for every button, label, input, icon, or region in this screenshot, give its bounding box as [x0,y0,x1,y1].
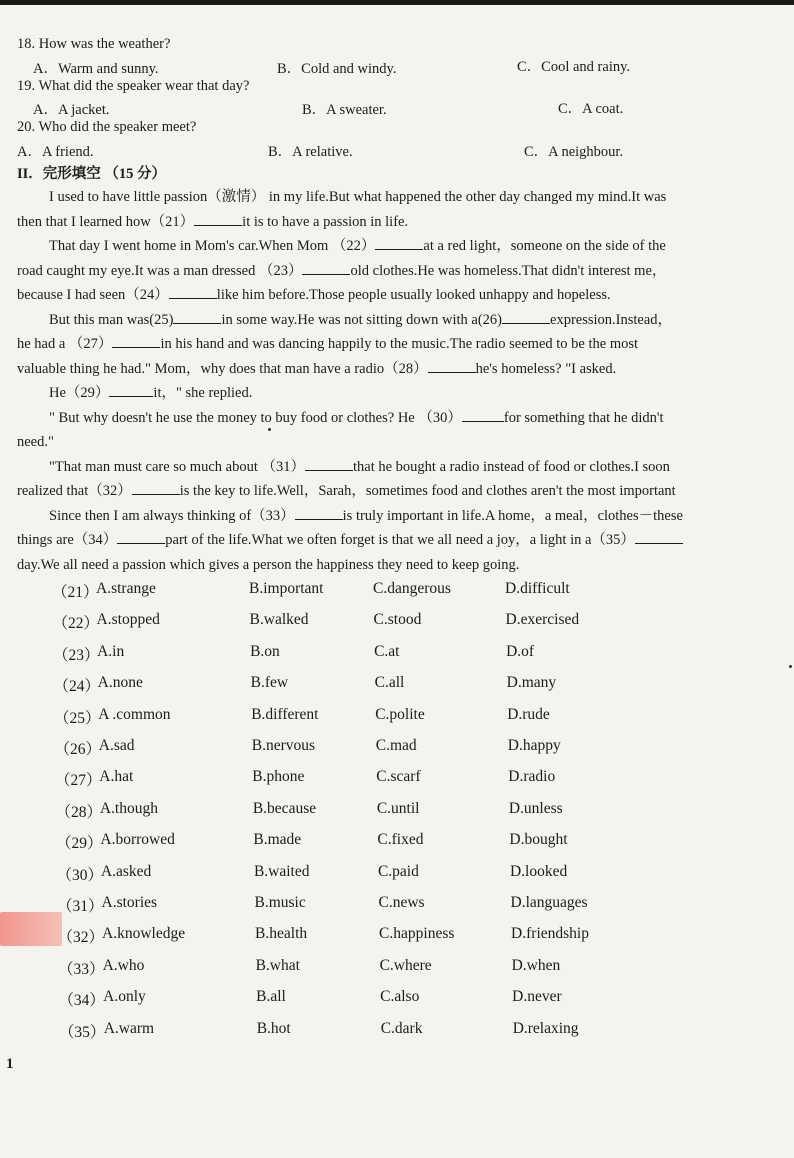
option-choice-a[interactable]: A.sad [98,737,135,754]
option-choice-c[interactable]: C.mad [375,737,417,754]
option-choice-b[interactable]: B.important [249,580,324,597]
option-choice-c[interactable]: C.where [379,956,432,974]
passage-text: that he bought a radio instead of food or clothes.I soon [353,458,670,475]
passage-text: valuable thing he had." Mom，why does that man have a radio（28） [17,360,428,377]
option-choice-c[interactable]: C.happiness [379,925,455,943]
option-20a: A．A friend. [17,144,94,160]
passage-text: in his hand and was dancing happily to the music.The radio seemed to be the most [160,336,639,352]
option-choice-a[interactable]: A.only [103,988,146,1006]
option-choice-b[interactable]: B.health [255,925,308,943]
option-choice-c[interactable]: C.scarf [376,768,421,786]
passage-text: then that I learned how（21） [17,213,195,230]
scan-speck [789,665,792,668]
question-18: 18. How was the weather? [17,36,171,52]
passage-text: is truly important in life.A home，a meal，clothes－these [342,507,683,524]
option-20b: B．A relative. [268,144,353,160]
option-19b: B．A sweater. [302,102,387,118]
cloze-passage [17,185,789,577]
option-choice-d[interactable]: D.of [506,642,535,660]
option-19c: C．A coat. [558,101,624,117]
page-number: 1 [6,1056,14,1072]
option-choice-b[interactable]: B.walked [249,611,309,629]
option-choice-c[interactable]: C.paid [377,862,419,880]
option-choice-b[interactable]: B.because [252,799,317,817]
option-number: （24） [53,678,100,696]
option-number: （27） [54,772,102,790]
option-choice-d[interactable]: D.looked [509,862,568,880]
blank-30[interactable] [462,408,504,422]
option-choice-a[interactable]: A.strange [96,580,156,597]
blank-33[interactable] [295,506,343,520]
passage-text: because I had seen（24） [17,287,169,303]
option-choice-d[interactable]: D.many [506,674,557,692]
passage-text: old clothes.He was homeless.That didn't interest me， [350,262,667,279]
option-number: （33） [57,960,105,978]
option-choice-d[interactable]: D.when [511,956,561,974]
passage-line [17,234,789,259]
option-number: （26） [54,741,101,758]
option-choice-d[interactable]: D.rude [507,705,550,723]
passage-text: expression.Instead， [550,311,673,328]
passage-text: in some way.He was not sitting down with a(26) [221,311,503,328]
blank-21[interactable] [194,212,242,226]
passage-text: he had a （27） [17,336,113,352]
option-number: （25） [53,709,101,727]
passage-line [17,259,789,284]
blank-27[interactable] [112,334,160,348]
passage-text: I used to have little passion（激情） in my life.But what happened the other day changed my mind.It was [49,189,667,205]
passage-line [17,332,789,357]
option-choice-c[interactable]: C.until [376,799,420,817]
blank-25[interactable] [173,310,221,324]
option-choice-b[interactable]: B.all [256,988,286,1006]
option-19a: A．A jacket. [33,102,110,118]
passage-text: like him before.Those people usually looked unhappy and hopeless. [216,287,611,303]
option-choice-a[interactable]: A.warm [103,1019,155,1037]
passage-text: he's homeless? "I asked. [475,360,617,377]
passage-line [17,308,789,333]
passage-line [17,185,789,210]
option-choice-d[interactable]: D.relaxing [512,1019,579,1037]
option-18c: C．Cool and rainy. [517,59,631,75]
option-choice-d[interactable]: D.difficult [505,580,570,597]
passage-text: part of the life.What we often forget is that we all need a joy，a light in a（35） [165,532,635,548]
option-number: （32） [57,929,104,947]
passage-text: But this man was(25) [49,311,174,328]
passage-text: for something that he didn't [503,409,664,426]
scan-speck [268,428,271,431]
passage-line [17,430,789,455]
question-19: 19. What did the speaker wear that day? [17,78,250,94]
option-choice-c[interactable]: C.dark [380,1019,423,1037]
blank-34[interactable] [117,530,165,544]
passage-line [17,357,789,382]
passage-line [17,381,789,406]
option-choice-b[interactable]: B.hot [256,1019,291,1037]
passage-text: " But why doesn't he use the money to buy food or clothes? He （30） [49,409,462,426]
passage-text: He（29） [49,385,110,401]
option-choice-b[interactable]: B.different [251,705,319,723]
passage-text: realized that（32） [17,483,132,499]
option-20c: C．A neighbour. [524,144,624,160]
passage-line [17,528,789,553]
blank-35[interactable] [635,530,683,544]
option-choice-a[interactable]: A.who [102,956,145,974]
option-choice-a[interactable]: A.stopped [96,611,160,629]
option-number: （34） [58,992,105,1010]
option-number: （35） [58,1023,106,1041]
option-choice-c[interactable]: C.polite [375,705,425,723]
option-18b: B．Cold and windy. [277,61,397,77]
blank-32[interactable] [132,481,180,495]
option-choice-b[interactable]: B.phone [252,768,305,786]
option-choice-c[interactable]: C.dangerous [373,580,451,597]
option-choice-d[interactable]: D.languages [510,894,588,911]
option-choice-a[interactable]: A.borrowed [100,831,175,849]
passage-line [17,553,789,578]
passage-text: at a red light，someone on the side of the [423,238,666,254]
option-choice-b[interactable]: B.on [250,642,280,660]
option-choice-d[interactable]: D.exercised [505,611,580,629]
option-choice-a[interactable]: A .common [98,705,171,723]
option-18a: A．Warm and sunny. [33,61,159,77]
option-choice-b[interactable]: B.few [250,674,289,692]
passage-text: day.We all need a passion which gives a person the happiness they need to keep going. [17,556,520,573]
option-choice-b[interactable]: B.waited [253,862,310,880]
option-choice-b[interactable]: B.what [255,956,300,974]
passage-text: is the key to life.Well，Sarah，sometimes food and clothes aren't the most important [179,483,676,499]
option-choice-a[interactable]: A.asked [100,862,152,880]
option-choice-b[interactable]: B.made [253,831,302,849]
option-number: （22） [52,615,99,633]
scan-top-edge [0,0,794,5]
passage-text: it，" she replied. [153,385,253,401]
option-choice-d[interactable]: D.happy [507,737,561,754]
option-choice-b[interactable]: B.nervous [251,737,316,754]
option-choice-d[interactable]: D.unless [508,799,563,817]
option-number: （30） [56,866,103,884]
blank-23[interactable] [302,261,350,275]
passage-text: That day I went home in Mom's car.When Mom （22） [49,238,376,254]
blank-22[interactable] [375,236,423,250]
blank-24[interactable] [169,285,217,299]
option-choice-a[interactable]: A.in [97,642,125,660]
passage-line [17,479,789,504]
option-choice-d[interactable]: D.radio [508,768,556,786]
passage-line [17,406,789,431]
option-choice-d[interactable]: D.friendship [511,925,589,943]
passage-text: Since then I am always thinking of（33） [49,507,295,524]
passage-line [17,504,789,529]
option-choice-a[interactable]: A.none [97,674,143,692]
passage-line [17,283,789,308]
question-20: 20. Who did the speaker meet? [17,119,197,135]
option-choice-c[interactable]: C.fixed [377,831,424,849]
highlighter-mark [0,912,62,946]
passage-text: things are（34） [17,532,118,548]
option-choice-c[interactable]: C.stood [373,611,422,629]
option-choice-a[interactable]: A.hat [99,768,134,786]
option-choice-d[interactable]: D.bought [509,831,568,849]
option-choice-b[interactable]: B.music [254,894,306,911]
blank-26[interactable] [502,310,550,324]
option-choice-d[interactable]: D.never [512,988,562,1006]
option-number: （29） [55,835,103,853]
option-choice-a[interactable]: A.knowledge [102,925,186,943]
option-choice-a[interactable]: A.though [99,799,158,817]
passage-text: it is to have a passion in life. [242,213,409,230]
option-number: （21） [52,584,99,601]
option-choice-c[interactable]: C.all [374,674,405,692]
option-number: （23） [52,646,100,664]
section-title: II．完形填空 （15 分） [17,166,167,182]
option-choice-c[interactable]: C.also [380,988,420,1006]
option-number: （31） [56,898,104,915]
passage-text: need." [17,434,54,450]
option-choice-a[interactable]: A.stories [101,894,158,911]
blank-28[interactable] [428,359,476,373]
passage-text: road caught my eye.It was a man dressed （23） [17,262,303,279]
passage-text: "That man must care so much about （31） [49,458,305,475]
blank-29[interactable] [109,383,153,397]
option-number: （28） [55,803,102,821]
passage-line [17,455,789,480]
option-choice-c[interactable]: C.news [378,894,425,911]
passage-line [17,210,789,235]
option-choice-c[interactable]: C.at [374,642,400,660]
blank-31[interactable] [305,457,353,471]
